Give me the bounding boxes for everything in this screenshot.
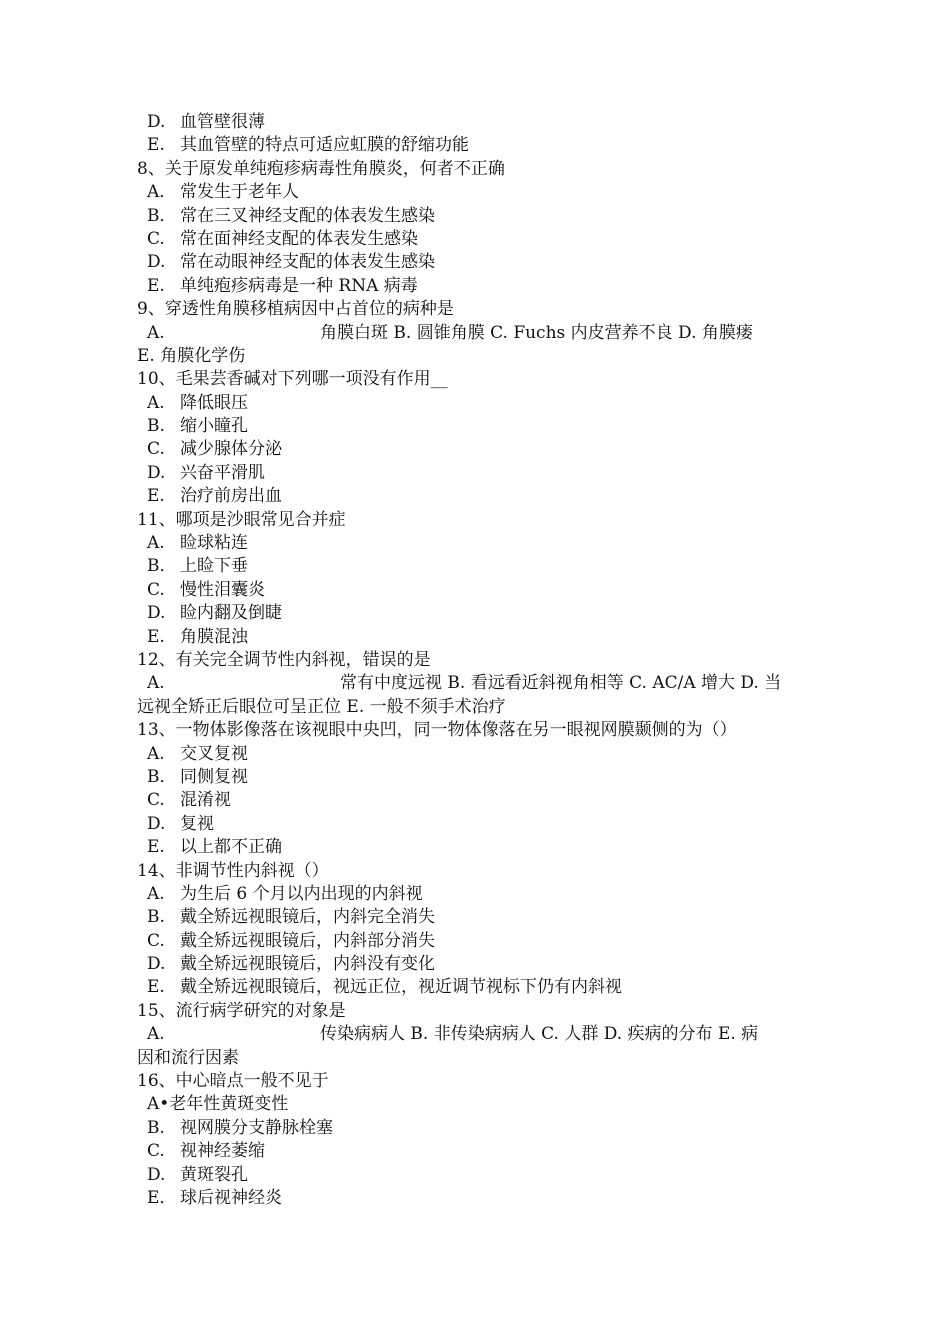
- option-letter: A.: [147, 322, 165, 343]
- option-letter: D.: [147, 462, 166, 483]
- question-line: [137, 298, 817, 321]
- option-letter: D.: [147, 603, 166, 624]
- option-text: A•老年性黄斑变性: [147, 1094, 289, 1115]
- option-letter: B.: [147, 907, 165, 928]
- option-text: 视网膜分支静脉栓塞: [180, 1117, 333, 1138]
- option-line: [137, 228, 817, 251]
- option-text: 戴全矫远视眼镜后，内斜完全消失: [180, 907, 435, 928]
- option-letter: A.: [147, 883, 165, 904]
- option-letter: A.: [147, 1024, 165, 1045]
- question-line: [137, 368, 817, 391]
- option-text: 睑内翻及倒睫: [180, 603, 282, 624]
- question-line: [137, 696, 817, 719]
- question-text: 13、一物体影像落在该视眼中央凹，同一物体像落在另一眼视网膜颞侧的为（）: [137, 720, 737, 741]
- option-text: 为生后 6 个月以内出现的内斜视: [180, 883, 423, 904]
- option-line: [137, 743, 817, 766]
- option-letter: E.: [147, 977, 165, 998]
- option-line: [137, 1117, 817, 1140]
- option-line: [137, 836, 817, 859]
- option-text: 传染病病人 B. 非传染病病人 C. 人群 D. 疾病的分布 E. 病: [320, 1024, 759, 1045]
- question-line: [137, 158, 817, 181]
- option-text: 复视: [180, 813, 214, 834]
- option-text: 球后视神经炎: [180, 1187, 282, 1208]
- option-text: 上睑下垂: [180, 556, 248, 577]
- option-letter: C.: [147, 579, 165, 600]
- option-text: 减少腺体分泌: [180, 439, 282, 460]
- question-text: 9、穿透性角膜移植病因中占首位的病种是: [137, 299, 454, 320]
- option-text: 以上都不正确: [180, 837, 282, 858]
- option-text: 戴全矫远视眼镜后，内斜部分消失: [180, 930, 435, 951]
- question-text: 10、毛果芸香碱对下列哪一项没有作用__: [137, 369, 448, 390]
- option-letter: C.: [147, 228, 165, 249]
- option-text: 戴全矫远视眼镜后，内斜没有变化: [180, 954, 435, 975]
- option-line: [137, 813, 817, 836]
- option-text: 同侧复视: [180, 766, 248, 787]
- option-line: [137, 1187, 817, 1210]
- question-text: 16、中心暗点一般不见于: [137, 1071, 329, 1092]
- question-text: 因和流行因素: [137, 1047, 239, 1068]
- option-letter: D.: [147, 1164, 166, 1185]
- question-text: 11、哪项是沙眼常见合并症: [137, 509, 346, 530]
- option-text: 常有中度远视 B. 看远看近斜视角相等 C. AC/A 增大 D. 当: [340, 673, 782, 694]
- option-letter: C.: [147, 1141, 165, 1162]
- option-line: [137, 930, 817, 953]
- option-text: 角膜混浊: [180, 626, 248, 647]
- option-letter: D.: [147, 252, 166, 273]
- question-text: 14、非调节性内斜视（）: [137, 860, 329, 881]
- option-line: [137, 322, 817, 345]
- option-line: [137, 275, 817, 298]
- option-text: 兴奋平滑肌: [180, 462, 265, 483]
- option-text: 角膜白斑 B. 圆锥角膜 C. Fuchs 内皮营养不良 D. 角膜瘘: [320, 322, 753, 343]
- question-text: 12、有关完全调节性内斜视，错误的是: [137, 649, 431, 670]
- option-text: 慢性泪囊炎: [180, 579, 265, 600]
- option-line: [137, 626, 817, 649]
- option-line: [137, 906, 817, 929]
- option-line: [137, 1093, 817, 1116]
- question-text: 15、流行病学研究的对象是: [137, 1000, 346, 1021]
- option-text: 交叉复视: [180, 743, 248, 764]
- option-letter: E．: [147, 1187, 177, 1208]
- option-text: 单纯疱疹病毒是一种 RNA 病毒: [180, 275, 418, 296]
- option-letter: C.: [147, 930, 165, 951]
- option-letter: D.: [147, 954, 166, 975]
- question-line: [137, 1000, 817, 1023]
- option-letter: E.: [147, 626, 165, 647]
- option-letter: C.: [147, 439, 165, 460]
- question-line: [137, 860, 817, 883]
- option-letter: D.: [147, 112, 166, 132]
- question-text: 8、关于原发单纯疱疹病毒性角膜炎，何者不正确: [137, 158, 505, 179]
- option-line: [137, 392, 817, 415]
- option-line: [137, 111, 817, 134]
- option-line: [137, 415, 817, 438]
- option-line: [137, 579, 817, 602]
- option-text: 常在三叉神经支配的体表发生感染: [180, 205, 435, 226]
- option-letter: B．: [147, 205, 177, 226]
- exam-content: [137, 111, 817, 1210]
- option-text: 睑球粘连: [180, 533, 248, 554]
- option-letter: D.: [147, 813, 166, 834]
- option-text: 降低眼压: [180, 392, 248, 413]
- option-letter: E.: [147, 135, 165, 156]
- question-line: [137, 509, 817, 532]
- question-line: [137, 1047, 817, 1070]
- option-line: [137, 953, 817, 976]
- option-letter: B．: [147, 556, 177, 577]
- option-line: [137, 462, 817, 485]
- option-letter: A.: [147, 392, 165, 413]
- option-line: [137, 1164, 817, 1187]
- option-text: 血管壁很薄: [180, 112, 265, 132]
- option-line: [137, 672, 817, 695]
- option-line: [137, 205, 817, 228]
- option-letter: B．: [147, 766, 177, 787]
- option-line: [137, 766, 817, 789]
- option-letter: A.: [147, 743, 165, 764]
- option-text: 治疗前房出血: [180, 486, 282, 507]
- option-letter: A．: [147, 182, 177, 203]
- option-text: 常在动眼神经支配的体表发生感染: [180, 252, 435, 273]
- option-text: 黄斑裂孔: [180, 1164, 248, 1185]
- option-line: [137, 602, 817, 625]
- option-line: [137, 1140, 817, 1163]
- option-text: 常发生于老年人: [180, 182, 299, 203]
- question-text: 远视全矫正后眼位可呈正位 E. 一般不须手术治疗: [137, 696, 506, 717]
- option-line: [137, 1023, 817, 1046]
- option-line: [137, 438, 817, 461]
- option-letter: C.: [147, 790, 165, 811]
- option-letter: E.: [147, 486, 165, 507]
- option-letter: E.: [147, 837, 165, 858]
- option-line: [137, 976, 817, 999]
- option-text: 视神经萎缩: [180, 1141, 265, 1162]
- question-line: [137, 1070, 817, 1093]
- option-text: 其血管壁的特点可适应虹膜的舒缩功能: [180, 135, 469, 156]
- option-letter: E.: [147, 275, 165, 296]
- option-letter: B.: [147, 416, 165, 437]
- option-line: [137, 555, 817, 578]
- option-text: 缩小瞳孔: [180, 416, 248, 437]
- option-line: [137, 134, 817, 157]
- question-line: [137, 345, 817, 368]
- option-line: [137, 789, 817, 812]
- question-line: [137, 649, 817, 672]
- option-line: [137, 485, 817, 508]
- option-text: 常在面神经支配的体表发生感染: [180, 228, 418, 249]
- option-text: 混淆视: [180, 790, 231, 811]
- question-line: [137, 719, 817, 742]
- option-letter: B.: [147, 1117, 165, 1138]
- question-text: E. 角膜化学伤: [137, 345, 246, 366]
- option-line: [137, 532, 817, 555]
- option-letter: A.: [147, 673, 165, 694]
- option-line: [137, 251, 817, 274]
- option-letter: A.: [147, 533, 165, 554]
- option-text: 戴全矫远视眼镜后，视远正位，视近调节视标下仍有内斜视: [180, 977, 622, 998]
- option-line: [137, 181, 817, 204]
- option-line: [137, 883, 817, 906]
